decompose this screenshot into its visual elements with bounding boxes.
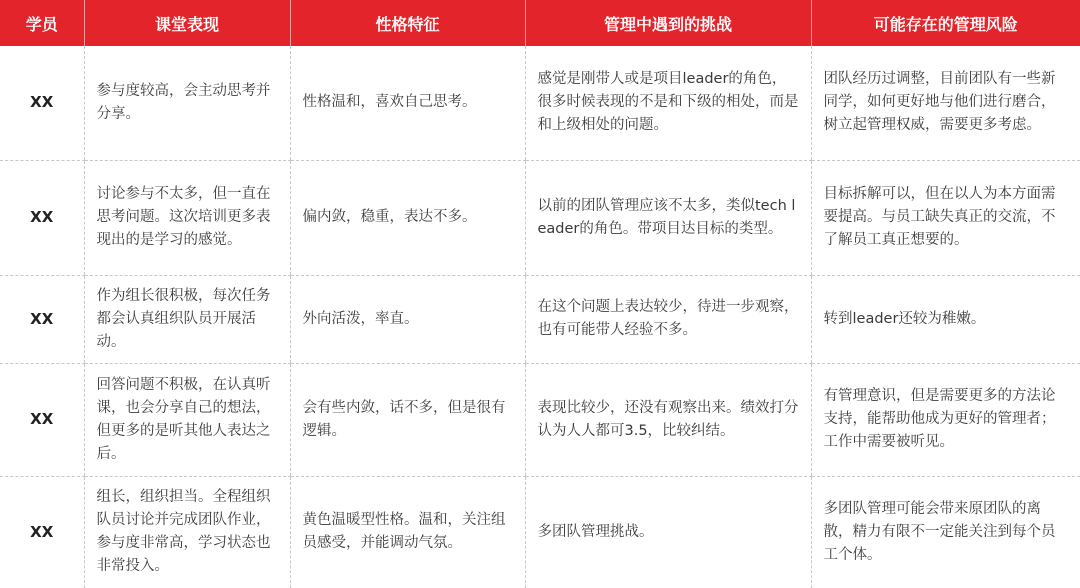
cell-challenges: 在这个问题上表达较少，待进一步观察，也有可能带人经验不多。 xyxy=(525,275,811,363)
cell-student: XX xyxy=(0,363,84,476)
header-row xyxy=(0,0,1080,46)
table-row xyxy=(0,160,1080,275)
cell-risks: 目标拆解可以，但在以人为本方面需要提高。与员工缺失真正的交流，不了解员工真正想要的。 xyxy=(811,160,1080,275)
table-header xyxy=(0,0,1080,46)
header-student: 学员 xyxy=(25,14,58,34)
table-row xyxy=(0,46,1080,160)
table-body xyxy=(0,46,1080,588)
cell-challenges: 表现比较少，还没有观察出来。绩效打分认为人人都可3.5，比较纠结。 xyxy=(525,363,811,476)
cell-challenges: 感觉是刚带人或是项目leader的角色，很多时候表现的不是和下级的相处，而是和上级相处的问题。 xyxy=(525,46,811,160)
cell-performance: 讨论参与不太多，但一直在思考问题。这次培训更多表现出的是学习的感觉。 xyxy=(84,160,290,275)
header-personality: 性格特征 xyxy=(290,0,525,46)
cell-personality: 会有些内敛，话不多，但是很有逻辑。 xyxy=(290,363,525,476)
cell-challenges: 多团队管理挑战。 xyxy=(525,476,811,588)
cell-personality: 黄色温暖型性格。温和，关注组员感受，并能调动气氛。 xyxy=(290,476,525,588)
cell-student: XX xyxy=(0,160,84,275)
cell-risks: 有管理意识，但是需要更多的方法论支持，能帮助他成为更好的管理者；工作中需要被听见。 xyxy=(811,363,1080,476)
header-challenges: 管理中遇到的挑战 xyxy=(525,0,811,46)
cell-risks: 团队经历过调整，目前团队有一些新同学，如何更好地与他们进行磨合，树立起管理权威，需要更多考虑。 xyxy=(811,46,1080,160)
cell-personality: 性格温和，喜欢自己思考。 xyxy=(290,46,525,160)
cell-student: XX xyxy=(0,46,84,160)
cell-risks: 多团队管理可能会带来原团队的离散，精力有限不一定能关注到每个员工个体。 xyxy=(811,476,1080,588)
cell-performance: 参与度较高，会主动思考并分享。 xyxy=(84,46,290,160)
cell-risks: 转到leader还较为稚嫩。 xyxy=(811,275,1080,363)
table-row xyxy=(0,476,1080,588)
cell-student: XX xyxy=(0,275,84,363)
cell-personality: 外向活泼，率直。 xyxy=(290,275,525,363)
cell-student: XX xyxy=(30,522,54,541)
table-row xyxy=(0,363,1080,476)
cell-performance: 回答问题不积极，在认真听课，也会分享自己的想法，但更多的是听其他人表达之后。 xyxy=(84,363,290,476)
header-risks: 可能存在的管理风险 xyxy=(811,0,1080,46)
header-performance: 课堂表现 xyxy=(84,0,290,46)
cell-performance: 作为组长很积极，每次任务都会认真组织队员开展活动。 xyxy=(84,275,290,363)
cell-performance: 组长，组织担当。全程组织队员讨论并完成团队作业，参与度非常高，学习状态也非常投入。 xyxy=(84,476,290,588)
cell-personality: 偏内敛，稳重，表达不多。 xyxy=(290,160,525,275)
table-row xyxy=(0,275,1080,363)
cell-challenges: 以前的团队管理应该不太多，类似tech leader的角色。带项目达目标的类型。 xyxy=(525,160,811,275)
